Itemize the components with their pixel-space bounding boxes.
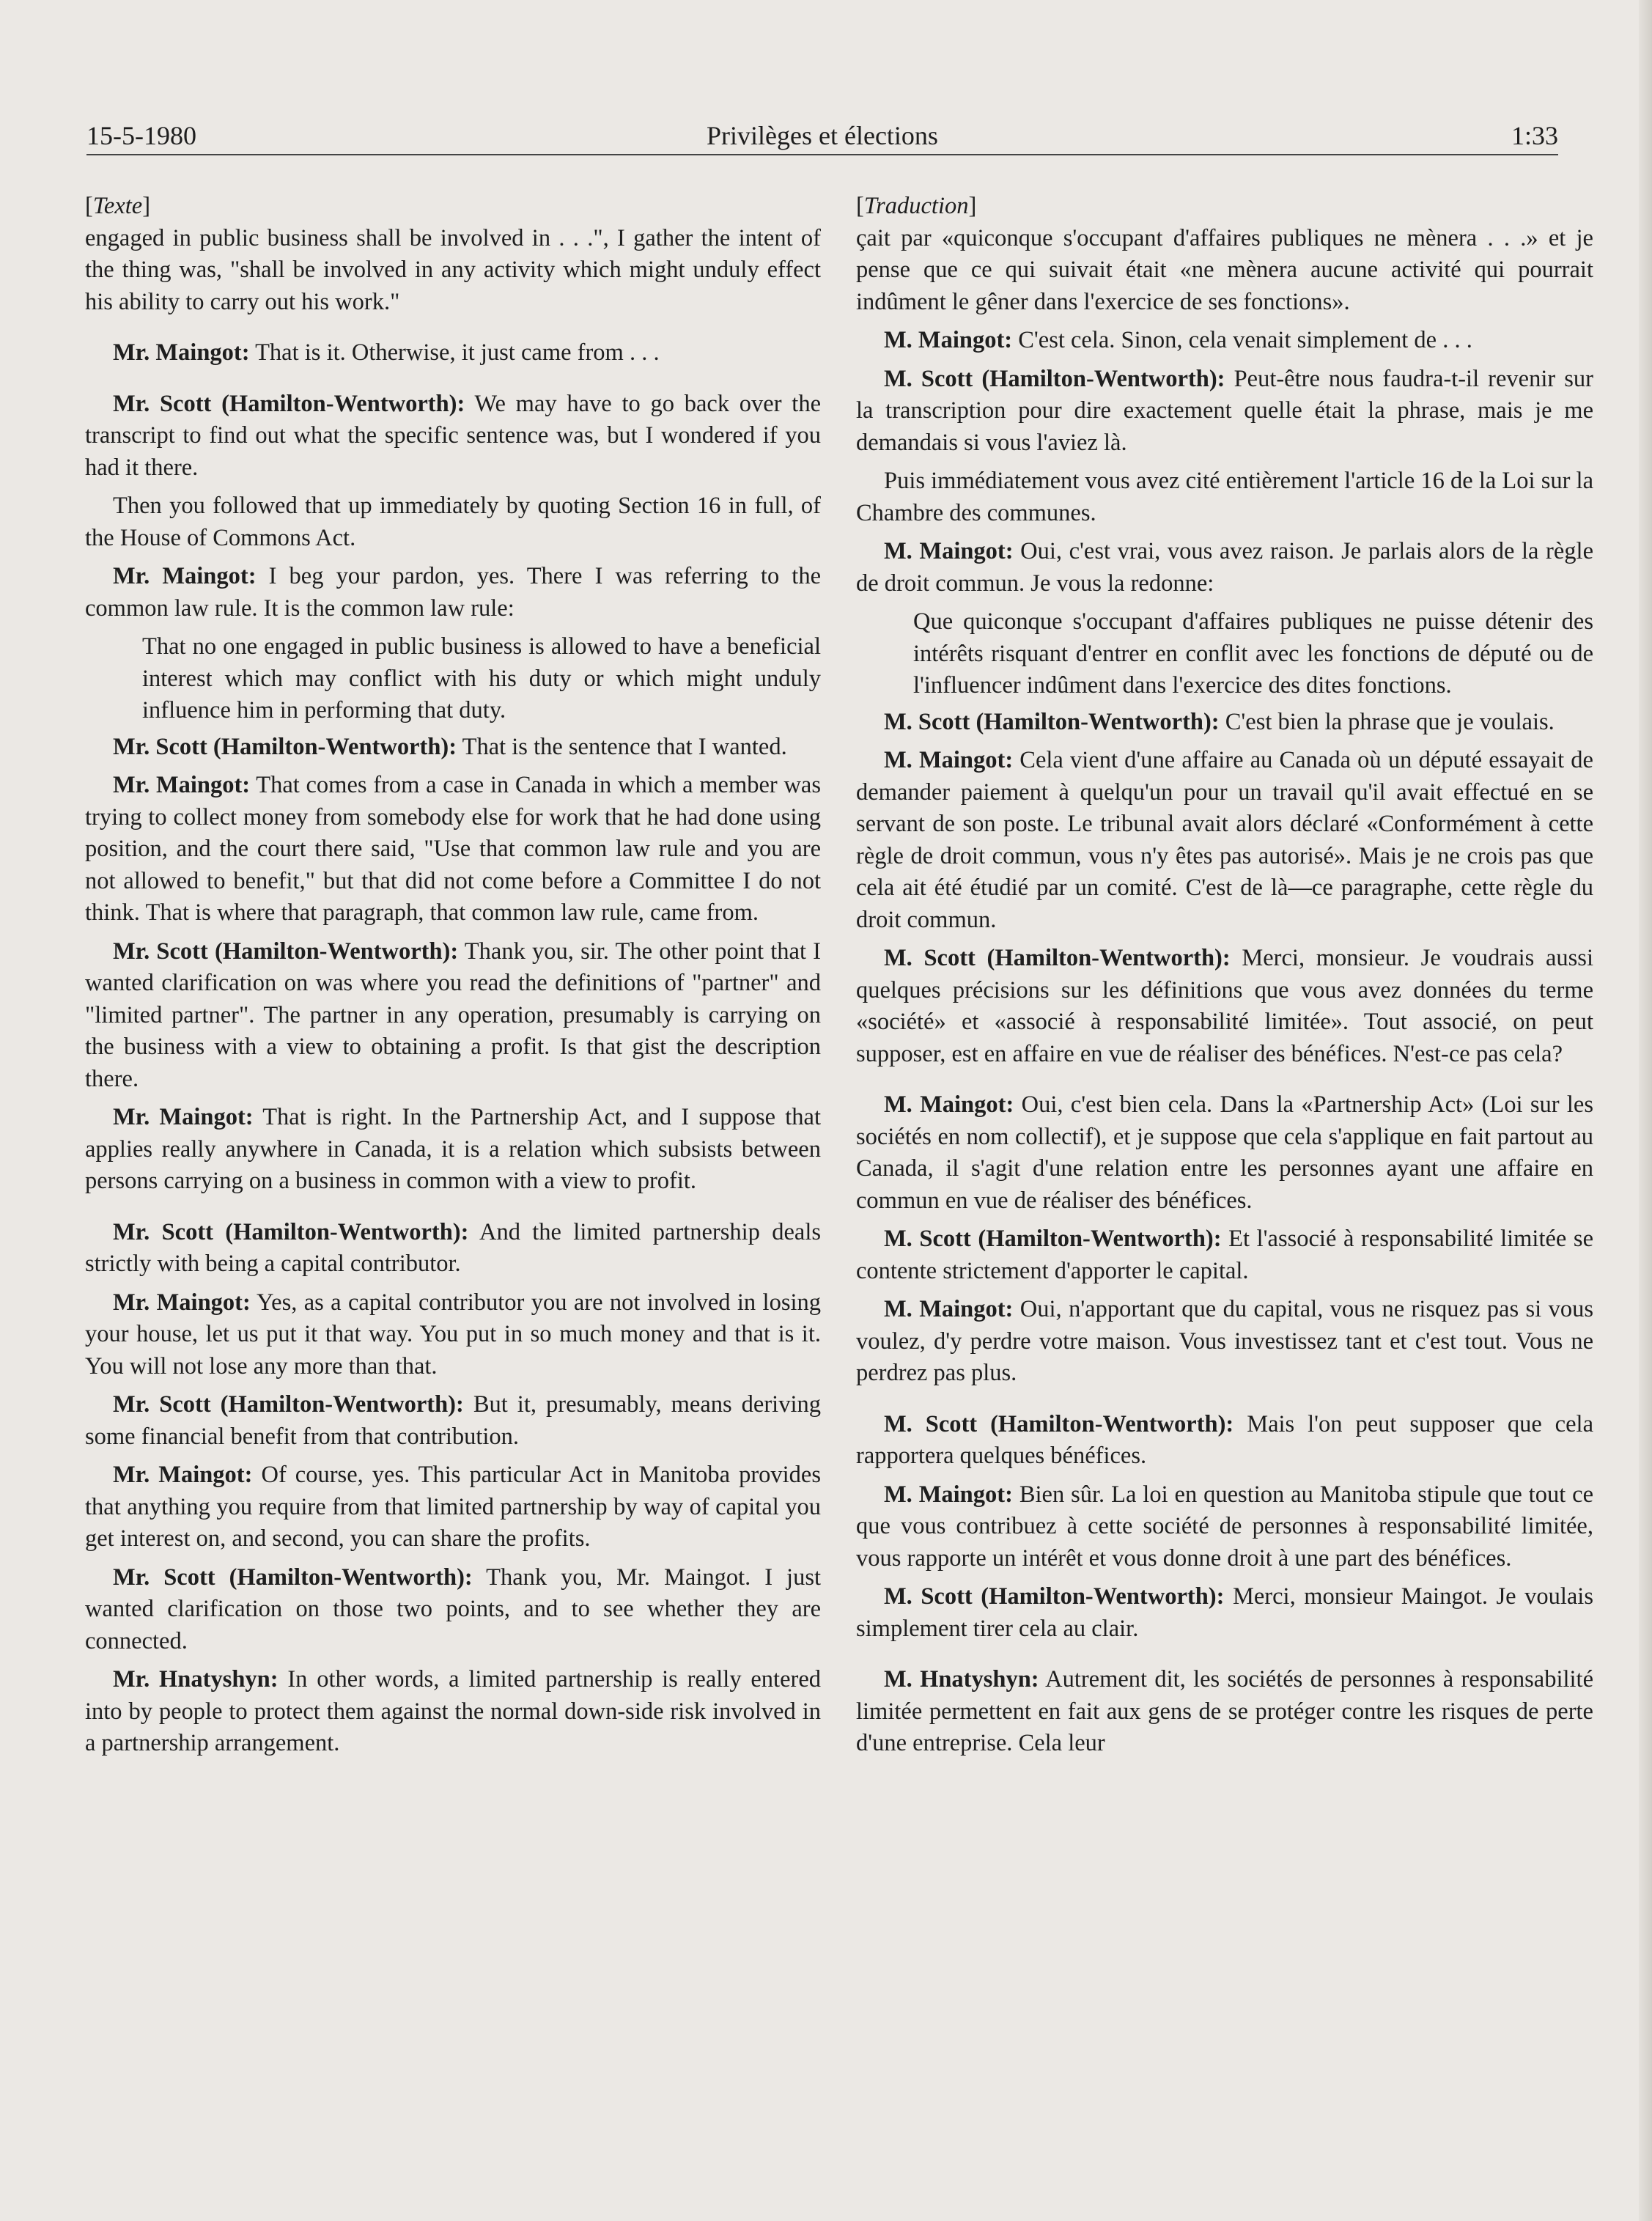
speaker-name: Mr. Maingot: <box>113 1104 254 1130</box>
speech-text: Cela vient d'une affaire au Canada où un député essayait de demander paiement à quelqu'un pour un travail qu'il avait effectué en se servant de son poste. Le tribunal avait alors déclaré «Conformément à cette règle de droit commun, vous n'y êtes pas autorisé». Mais je ne crois pas que cela ait été étudié par un comité. C'est de là—ce paragraphe, cette règle du droit commun. <box>856 747 1593 933</box>
block-quote: Que quiconque s'occupant d'affaires publiques ne puisse détenir des intérêts risquant d'entrer en conflit avec les fonctions de député ou de l'influencer indûment dans l'exercice des dites fonctions. <box>913 608 1593 699</box>
speech-text: That is it. Otherwise, it just came from . . . <box>249 339 660 366</box>
header-title: Privilèges et élections <box>707 121 938 150</box>
speaker-name: M. Scott (Hamilton-Wentworth): <box>884 1410 1234 1437</box>
speaker-name: Mr. Maingot: <box>113 772 251 798</box>
paragraph <box>85 1664 821 1760</box>
speaker-name: Mr. Scott (Hamilton-Wentworth): <box>113 390 465 417</box>
paragraph <box>856 1581 1593 1645</box>
paragraph: Then you followed that up immediately by quoting Section 16 in full, of the House of Commons Act. <box>85 493 821 551</box>
paragraph <box>85 1217 821 1281</box>
paragraph <box>856 1409 1593 1473</box>
speech-text: That is right. In the Partnership Act, and I suppose that applies really anywhere in Canada, it is a relation which subsists between persons carrying on a business in common with a view to profit. <box>85 1104 822 1194</box>
paragraph <box>856 1294 1593 1390</box>
column-label-text: Traduction <box>863 193 969 219</box>
speaker-name: Mr. Scott (Hamilton-Wentworth): <box>113 1391 464 1418</box>
speech-text: C'est bien la phrase que je voulais. <box>1219 708 1555 735</box>
paragraph <box>856 325 1593 357</box>
paragraph <box>85 1562 821 1658</box>
paragraph <box>85 1389 821 1453</box>
speech-text: Et l'associé à responsabilité limitée se contente strictement d'apporter le capital. <box>856 1226 1593 1284</box>
speech-text: Bien sûr. La loi en question au Manitoba stipule que tout ce que vous contribuez à cette société de personnes à responsabilité limitée, vous rapporte un intérêt et vous donne droit à une part des bénéfices. <box>856 1481 1593 1572</box>
speaker-name: M. Scott (Hamilton-Wentworth): <box>884 365 1225 392</box>
speaker-name: Mr. Scott (Hamilton-Wentworth): <box>113 1563 473 1591</box>
paragraph <box>856 943 1593 1070</box>
paragraph <box>856 536 1593 600</box>
speaker-name: Mr. Maingot: <box>113 339 250 366</box>
speech-text: Yes, as a capital contributor you are not involved in losing your house, let us put it that way. You put in so much money and that is it. You will not lose any more than that. <box>85 1289 822 1380</box>
speaker-name: M. Scott (Hamilton-Wentworth): <box>884 1226 1222 1252</box>
paragraph <box>856 364 1593 460</box>
paragraph: Puis immédiatement vous avez cité entièrement l'article 16 de la Loi sur la Chambre des communes. <box>856 468 1593 526</box>
speech-text: C'est cela. Sinon, cela venait simplement de . . . <box>1012 327 1472 353</box>
speech-text: I beg your pardon, yes. There I was referring to the common law rule. It is the common law rule: <box>85 563 821 622</box>
speaker-name: Mr. Scott (Hamilton-Wentworth): <box>113 938 459 965</box>
paragraph <box>856 745 1593 936</box>
speaker-name: M. Maingot: <box>884 1296 1014 1322</box>
speaker-name: M. Scott (Hamilton-Wentworth): <box>884 708 1220 735</box>
speaker-name: M. Scott (Hamilton-Wentworth): <box>884 945 1231 971</box>
column-label-texte: [Texte] <box>85 193 151 219</box>
page-edge <box>1639 0 1652 2221</box>
speaker-name: Mr. Maingot: <box>113 1462 253 1488</box>
paragraph <box>85 1287 821 1383</box>
paragraph <box>85 337 821 369</box>
speech-text: Of course, yes. This particular Act in Manitoba provides that anything you require from that limited partnership by way of capital you get interest on, and second, you can share the profits. <box>85 1462 821 1552</box>
paragraph <box>85 388 821 485</box>
paragraph <box>856 1479 1593 1575</box>
speech-text: Oui, n'apportant que du capital, vous ne risquez pas si vous voulez, d'y perdre votre maison. Vous investissez tant et c'est tout. Vous ne perdrez pas plus. <box>856 1296 1593 1386</box>
speaker-name: M. Maingot: <box>884 327 1013 353</box>
speaker-name: Mr. Hnatyshyn: <box>113 1666 279 1693</box>
paragraph <box>85 561 821 625</box>
speech-text: In other words, a limited partnership is really entered into by people to protect them against the normal down-side risk involved in a partnership arrangement. <box>85 1666 821 1756</box>
paragraph: çait par «quiconque s'occupant d'affaires publiques ne mènera . . .» et je pense que ce qui suivait était «ne mènera aucune activité qui pourrait indûment le gêner dans l'exercice de ses fonctions». <box>856 224 1593 315</box>
speech-text: Autrement dit, les sociétés de personnes à responsabilité limitée permettent en fait aux gens de se protéger contre les risques de perte d'une entreprise. Cela leur <box>856 1666 1593 1756</box>
speaker-name: M. Maingot: <box>884 1481 1013 1508</box>
speech-text: That comes from a case in Canada in which a member was trying to collect money from somebody else for work that he had done using position, and the court there said, "Use that common law rule and you are not allowed to benefit," but that did not come before a Committee I do not think. That is where that paragraph, that common law rule, came from. <box>85 772 821 926</box>
column-label-text: Texte <box>92 193 143 219</box>
speaker-name: M. Maingot: <box>884 1091 1014 1118</box>
paragraph <box>85 1459 821 1555</box>
speech-text: And the limited partnership deals strictly with being a capital contributor. <box>85 1218 821 1277</box>
header-page-number: 1:33 <box>1511 121 1558 150</box>
speech-text: That is the sentence that I wanted. <box>457 733 787 760</box>
speech-text: Oui, c'est bien cela. Dans la «Partnership Act» (Loi sur les sociétés en nom collectif), et je suppose que cela s'applique en fait partout au Canada, il s'agit d'une relation entre les personnes ayant une affaire en commun en vue de réaliser des bénéfices. <box>856 1091 1594 1214</box>
speech-text: We may have to go back over the transcript to find out what the specific sentence was, but I wondered if you had it there. <box>85 390 821 481</box>
paragraph <box>856 1664 1593 1760</box>
speaker-name: M. Maingot: <box>884 747 1014 773</box>
column-english <box>85 191 821 1767</box>
speaker-name: M. Hnatyshyn: <box>884 1666 1039 1693</box>
running-header <box>86 119 1558 155</box>
paragraph <box>85 1102 821 1198</box>
block-quote: That no one engaged in public business is allowed to have a beneficial interest which may conflict with his duty or which might unduly influence him in performing that duty. <box>142 633 821 723</box>
paragraph <box>856 1089 1593 1217</box>
header-date: 15-5-1980 <box>86 121 196 150</box>
paragraph <box>85 732 821 764</box>
speech-text: Merci, monsieur. Je voudrais aussi quelques précisions sur les définitions que vous avez données du terme «société» et «associé à responsabilité limitée». Tout associé, on peut supposer, est en affaire en vue de réaliser des bénéfices. N'est-ce pas cela? <box>856 945 1593 1067</box>
speech-text: Merci, monsieur Maingot. Je voulais simplement tirer cela au clair. <box>856 1583 1593 1642</box>
speaker-name: Mr. Scott (Hamilton-Wentworth): <box>113 733 457 760</box>
speaker-name: M. Scott (Hamilton-Wentworth): <box>884 1583 1225 1610</box>
speech-text: But it, presumably, means deriving some financial benefit from that contribution. <box>85 1391 821 1450</box>
paragraph <box>85 936 821 1096</box>
paragraph <box>856 707 1593 739</box>
paragraph: engaged in public business shall be involved in . . .", I gather the intent of the thing was, "shall be involved in any activity which might unduly effect his ability to carry out his work." <box>85 224 821 315</box>
column-french <box>856 191 1593 1767</box>
paragraph <box>85 770 821 929</box>
paragraph <box>856 1223 1593 1287</box>
speech-text: Oui, c'est vrai, vous avez raison. Je parlais alors de la règle de droit commun. Je vous la redonne: <box>856 538 1594 597</box>
speech-text: Thank you, sir. The other point that I wanted clarification on was where you read the definitions of "partner" and "limited partner". The partner in any operation, presumably is carrying on the business with a view to obtaining a profit. Is that gist the description there. <box>85 938 821 1092</box>
speaker-name: Mr. Maingot: <box>113 563 257 589</box>
speaker-name: Mr. Scott (Hamilton-Wentworth): <box>113 1218 469 1245</box>
speech-text: Thank you, Mr. Maingot. I just wanted clarification on those two points, and to see whether they are connected. <box>85 1563 822 1654</box>
speech-text: Mais l'on peut supposer que cela rapportera quelques bénéfices. <box>856 1410 1593 1469</box>
speaker-name: M. Maingot: <box>884 538 1014 564</box>
speaker-name: Mr. Maingot: <box>113 1289 251 1316</box>
speech-text: Peut-être nous faudra-t-il revenir sur la transcription pour dire exactement quelle était la phrase, mais je me demandais si vous l'aviez là. <box>856 365 1593 456</box>
column-label-traduction: [Traduction] <box>856 193 977 219</box>
